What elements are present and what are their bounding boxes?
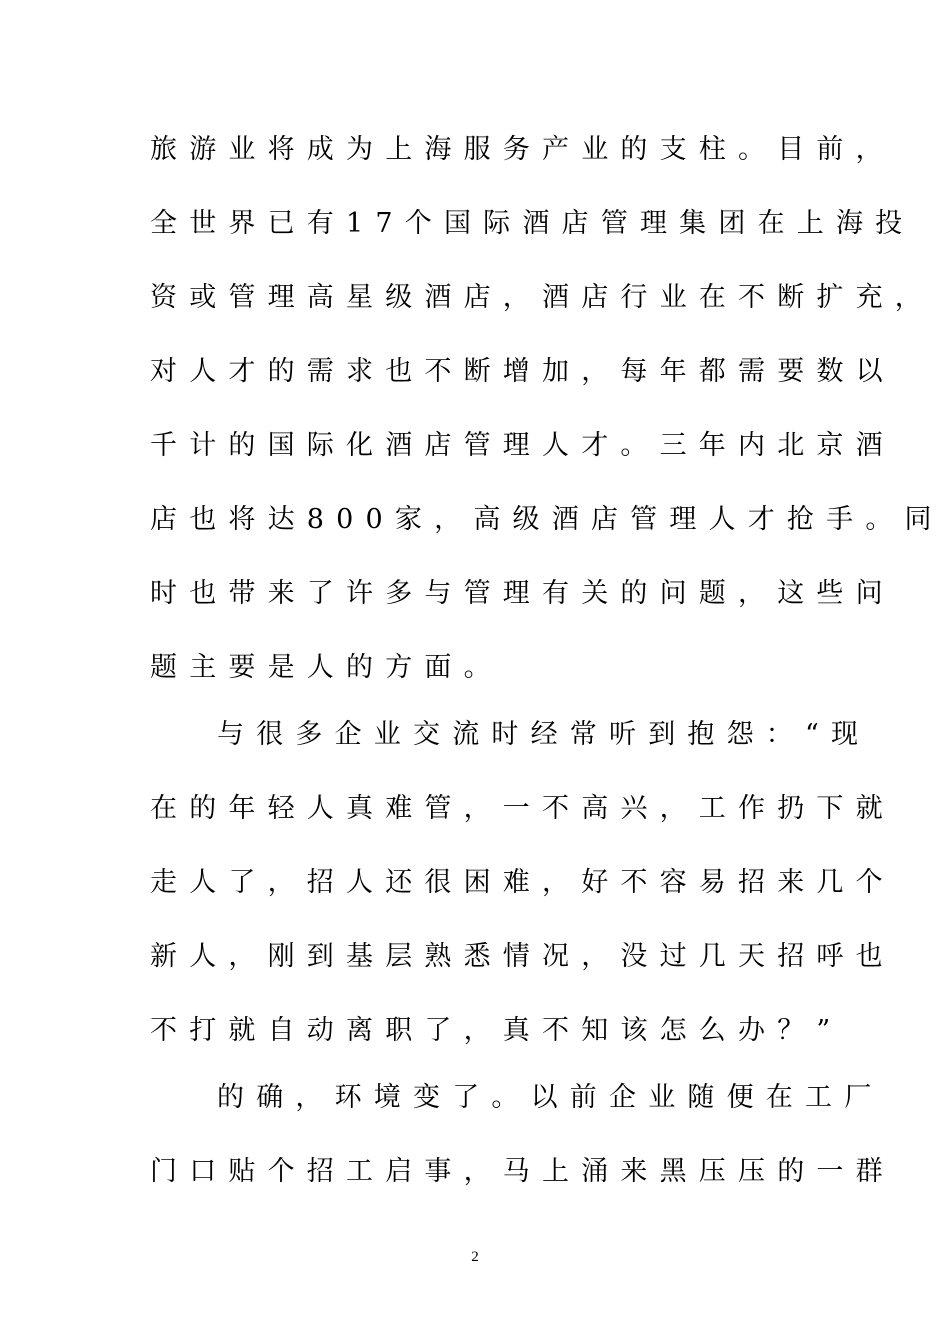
text-line-6: 店也将达800家，高级酒店管理人才抢手。同 xyxy=(150,504,944,535)
text-line-13: 不打就自动离职了，真不知该怎么办？” xyxy=(150,1015,843,1046)
page-number: 2 xyxy=(471,1249,479,1265)
text-line-15: 门口贴个招工启事，马上涌来黑压压的一群 xyxy=(150,1156,895,1187)
text-line-9: 与很多企业交流时经常听到抱怨：“现 xyxy=(217,719,871,750)
text-line-1: 旅游业将成为上海服务产业的支柱。目前， xyxy=(150,134,895,165)
text-line-7: 时也带来了许多与管理有关的问题，这些问 xyxy=(150,578,895,609)
text-line-2: 全世界已有17个国际酒店管理集团在上海投 xyxy=(150,208,915,239)
text-line-8: 题主要是人的方面。 xyxy=(150,652,503,683)
text-line-11: 走人了，招人还很困难，好不容易招来几个 xyxy=(150,867,895,898)
text-line-3: 资或管理高星级酒店，酒店行业在不断扩充， xyxy=(150,282,934,313)
text-line-5: 千计的国际化酒店管理人才。三年内北京酒 xyxy=(150,430,895,461)
text-line-10: 在的年轻人真难管，一不高兴，工作扔下就 xyxy=(150,793,895,824)
text-line-14: 的确，环境变了。以前企业随便在工厂 xyxy=(217,1082,884,1113)
text-line-12: 新人，刚到基层熟悉情况，没过几天招呼也 xyxy=(150,941,895,972)
text-line-4: 对人才的需求也不断增加，每年都需要数以 xyxy=(150,356,895,387)
